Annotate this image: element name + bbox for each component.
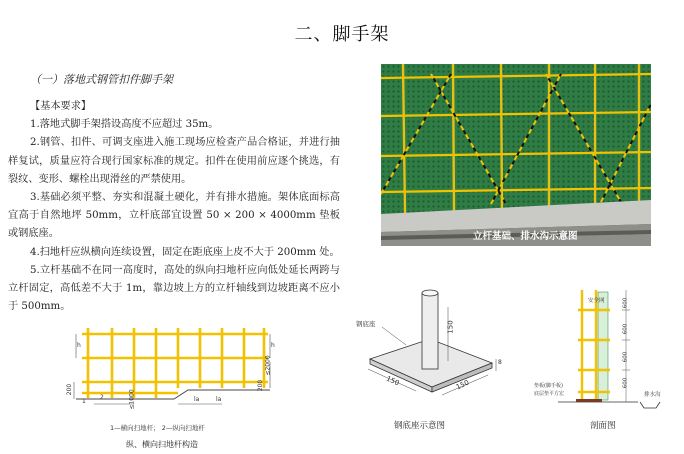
dim-150-height: 150 (446, 320, 455, 334)
requirement-2: 2.钢管、扣件、可调支座进入施工现场应检查产品合格证，并进行抽样复试，质量应符合现行国家标准的规定。扣件在使用前应逐个挑选，有裂纹、变形、螺栓出现滑丝的严禁使用。 (8, 137, 340, 185)
steel-base-label: 钢底座 (356, 320, 376, 328)
requirements-text (8, 98, 340, 316)
label-2: 2 (100, 394, 104, 401)
dim-la-b: la (216, 396, 222, 403)
steel-base-drawing (356, 283, 506, 408)
dim-600-c: 600 (622, 351, 629, 363)
dim-le2000: ≤2000 (264, 355, 272, 376)
base-label: 底层垫平方宏 (534, 391, 565, 397)
sweep-legend: 1—横向扫地杆； 2—纵向扫地杆 (110, 424, 205, 432)
dim-200-right: 200 (257, 379, 265, 392)
dim-h-left: h (77, 342, 81, 349)
dim-150-right: 150 (454, 378, 471, 392)
section-caption: 剖面图 (590, 421, 616, 431)
requirement-1: 1.落地式脚手架搭设高度不应超过 35m。 (30, 119, 219, 131)
requirement-5: 5.立杆基础不在同一高度时，高处的纵向扫地杆应向低处延长两跨与立杆固定，高低差不大于 1m，靠边坡上方的立杆轴线到边坡距离不应小于 500mm。 (8, 264, 340, 313)
dim-h-right: h (271, 342, 275, 349)
pad-label: 垫板(脚手板) (534, 383, 563, 389)
dim-600-d: 600 (622, 377, 629, 389)
photo-caption: 立杆基础、排水沟示意图 (473, 231, 578, 242)
basic-requirements-label: 【基本要求】 (30, 101, 92, 112)
dim-600-b: 600 (622, 323, 629, 335)
sweep-caption: 纵、横向扫地杆构造 (126, 440, 198, 449)
scaffold-photo-illustration (381, 64, 651, 246)
dim-8: 8 (498, 359, 502, 366)
dim-600-a: 600 (622, 297, 629, 309)
requirement-4: 4.扫地杆应纵横向连续设置，固定在距底座上皮不大于 200mm 处。 (30, 246, 340, 258)
label-1: 1 (82, 398, 86, 405)
dim-la-a: la (194, 396, 200, 403)
section-diagram (534, 286, 676, 410)
dim-150-left: 150 (384, 374, 401, 388)
requirement-3: 3.基础必须平整、夯实和混凝土硬化，并有排水措施。架体底面标高宜高于自然地坪 50mm，立杆底部宜设置 50 × 200 × 4000mm 垫板或钢底座。 (8, 192, 340, 240)
dim-le1000: ≤1000 (128, 389, 136, 410)
safety-net-label: 安全网 (588, 298, 605, 304)
steel-base-caption: 钢底座示意图 (394, 421, 446, 431)
steel-base-diagram (356, 283, 506, 408)
drain-label: 排水沟 (644, 392, 661, 398)
page-title: 二、脚手架 (294, 24, 390, 45)
scaffold-photo (381, 64, 651, 246)
sweep-rod-diagram (66, 322, 276, 410)
dim-200-left: 200 (66, 383, 74, 396)
section-heading: （一）落地式钢管扣件脚手架 (30, 73, 173, 86)
